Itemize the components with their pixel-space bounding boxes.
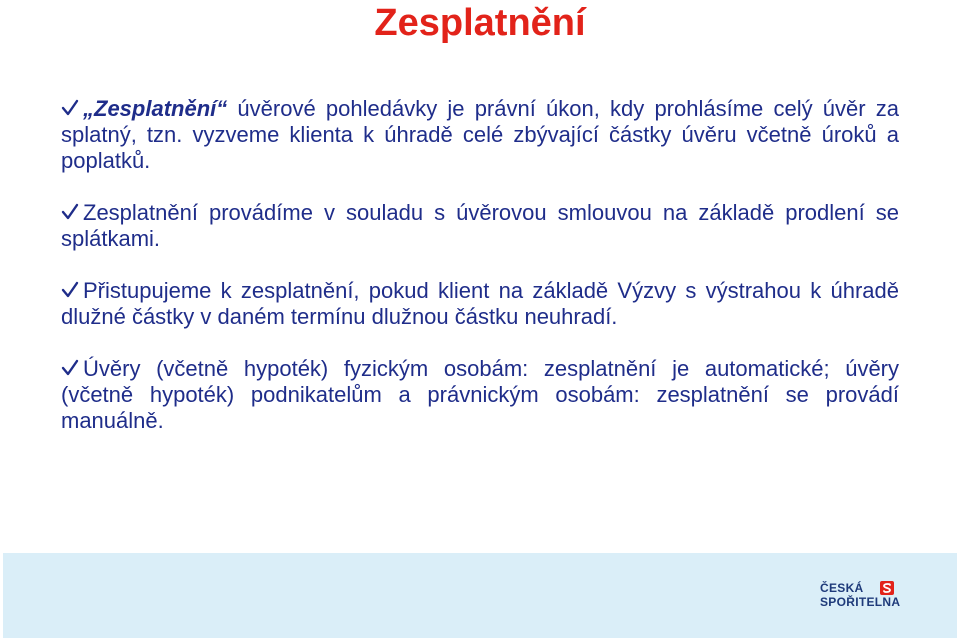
slide-title: Zesplatnění <box>374 2 586 44</box>
ceska-sporitelna-logo <box>820 581 910 611</box>
checkmark-icon <box>61 359 79 377</box>
bullet-text: Zesplatnění provádíme v souladu s úvěrovou smlouvou na základě prodlení se splátkami. <box>61 200 899 251</box>
bullet-item <box>61 278 899 330</box>
logo-line-2: SPOŘITELNA <box>820 595 901 609</box>
bullet-text: Úvěry (včetně hypoték) fyzickým osobám: zesplatnění je automatické; úvěry (včetně hypoték) podnikatelům a právnickým osobám: zesplatnění se provádí manuálně. <box>61 356 899 433</box>
bullet-text: úvěrové pohledávky je právní úkon, kdy prohlásíme celý úvěr za splatný, tzn. vyzveme klienta k úhradě celé zbývající částky úvěru včetně úroků a poplatků. <box>61 96 899 173</box>
checkmark-icon <box>61 99 79 117</box>
checkmark-icon <box>61 203 79 221</box>
logo-line-1: ČESKÁ <box>820 581 864 595</box>
checkmark-icon <box>61 281 79 299</box>
bullet-text: Přistupujeme k zesplatnění, pokud klient na základě Výzvy s výstrahou k úhradě dlužné částky v daném termínu dlužnou částku neuhradí. <box>61 278 899 329</box>
bullet-item <box>61 96 899 174</box>
bullet-item <box>61 356 899 434</box>
bullet-list <box>61 96 899 434</box>
logo-s-mark-icon <box>880 581 894 595</box>
bullet-item <box>61 200 899 252</box>
footer-band <box>3 553 957 638</box>
bullet-lead-term: „Zesplatnění“ <box>83 96 228 121</box>
